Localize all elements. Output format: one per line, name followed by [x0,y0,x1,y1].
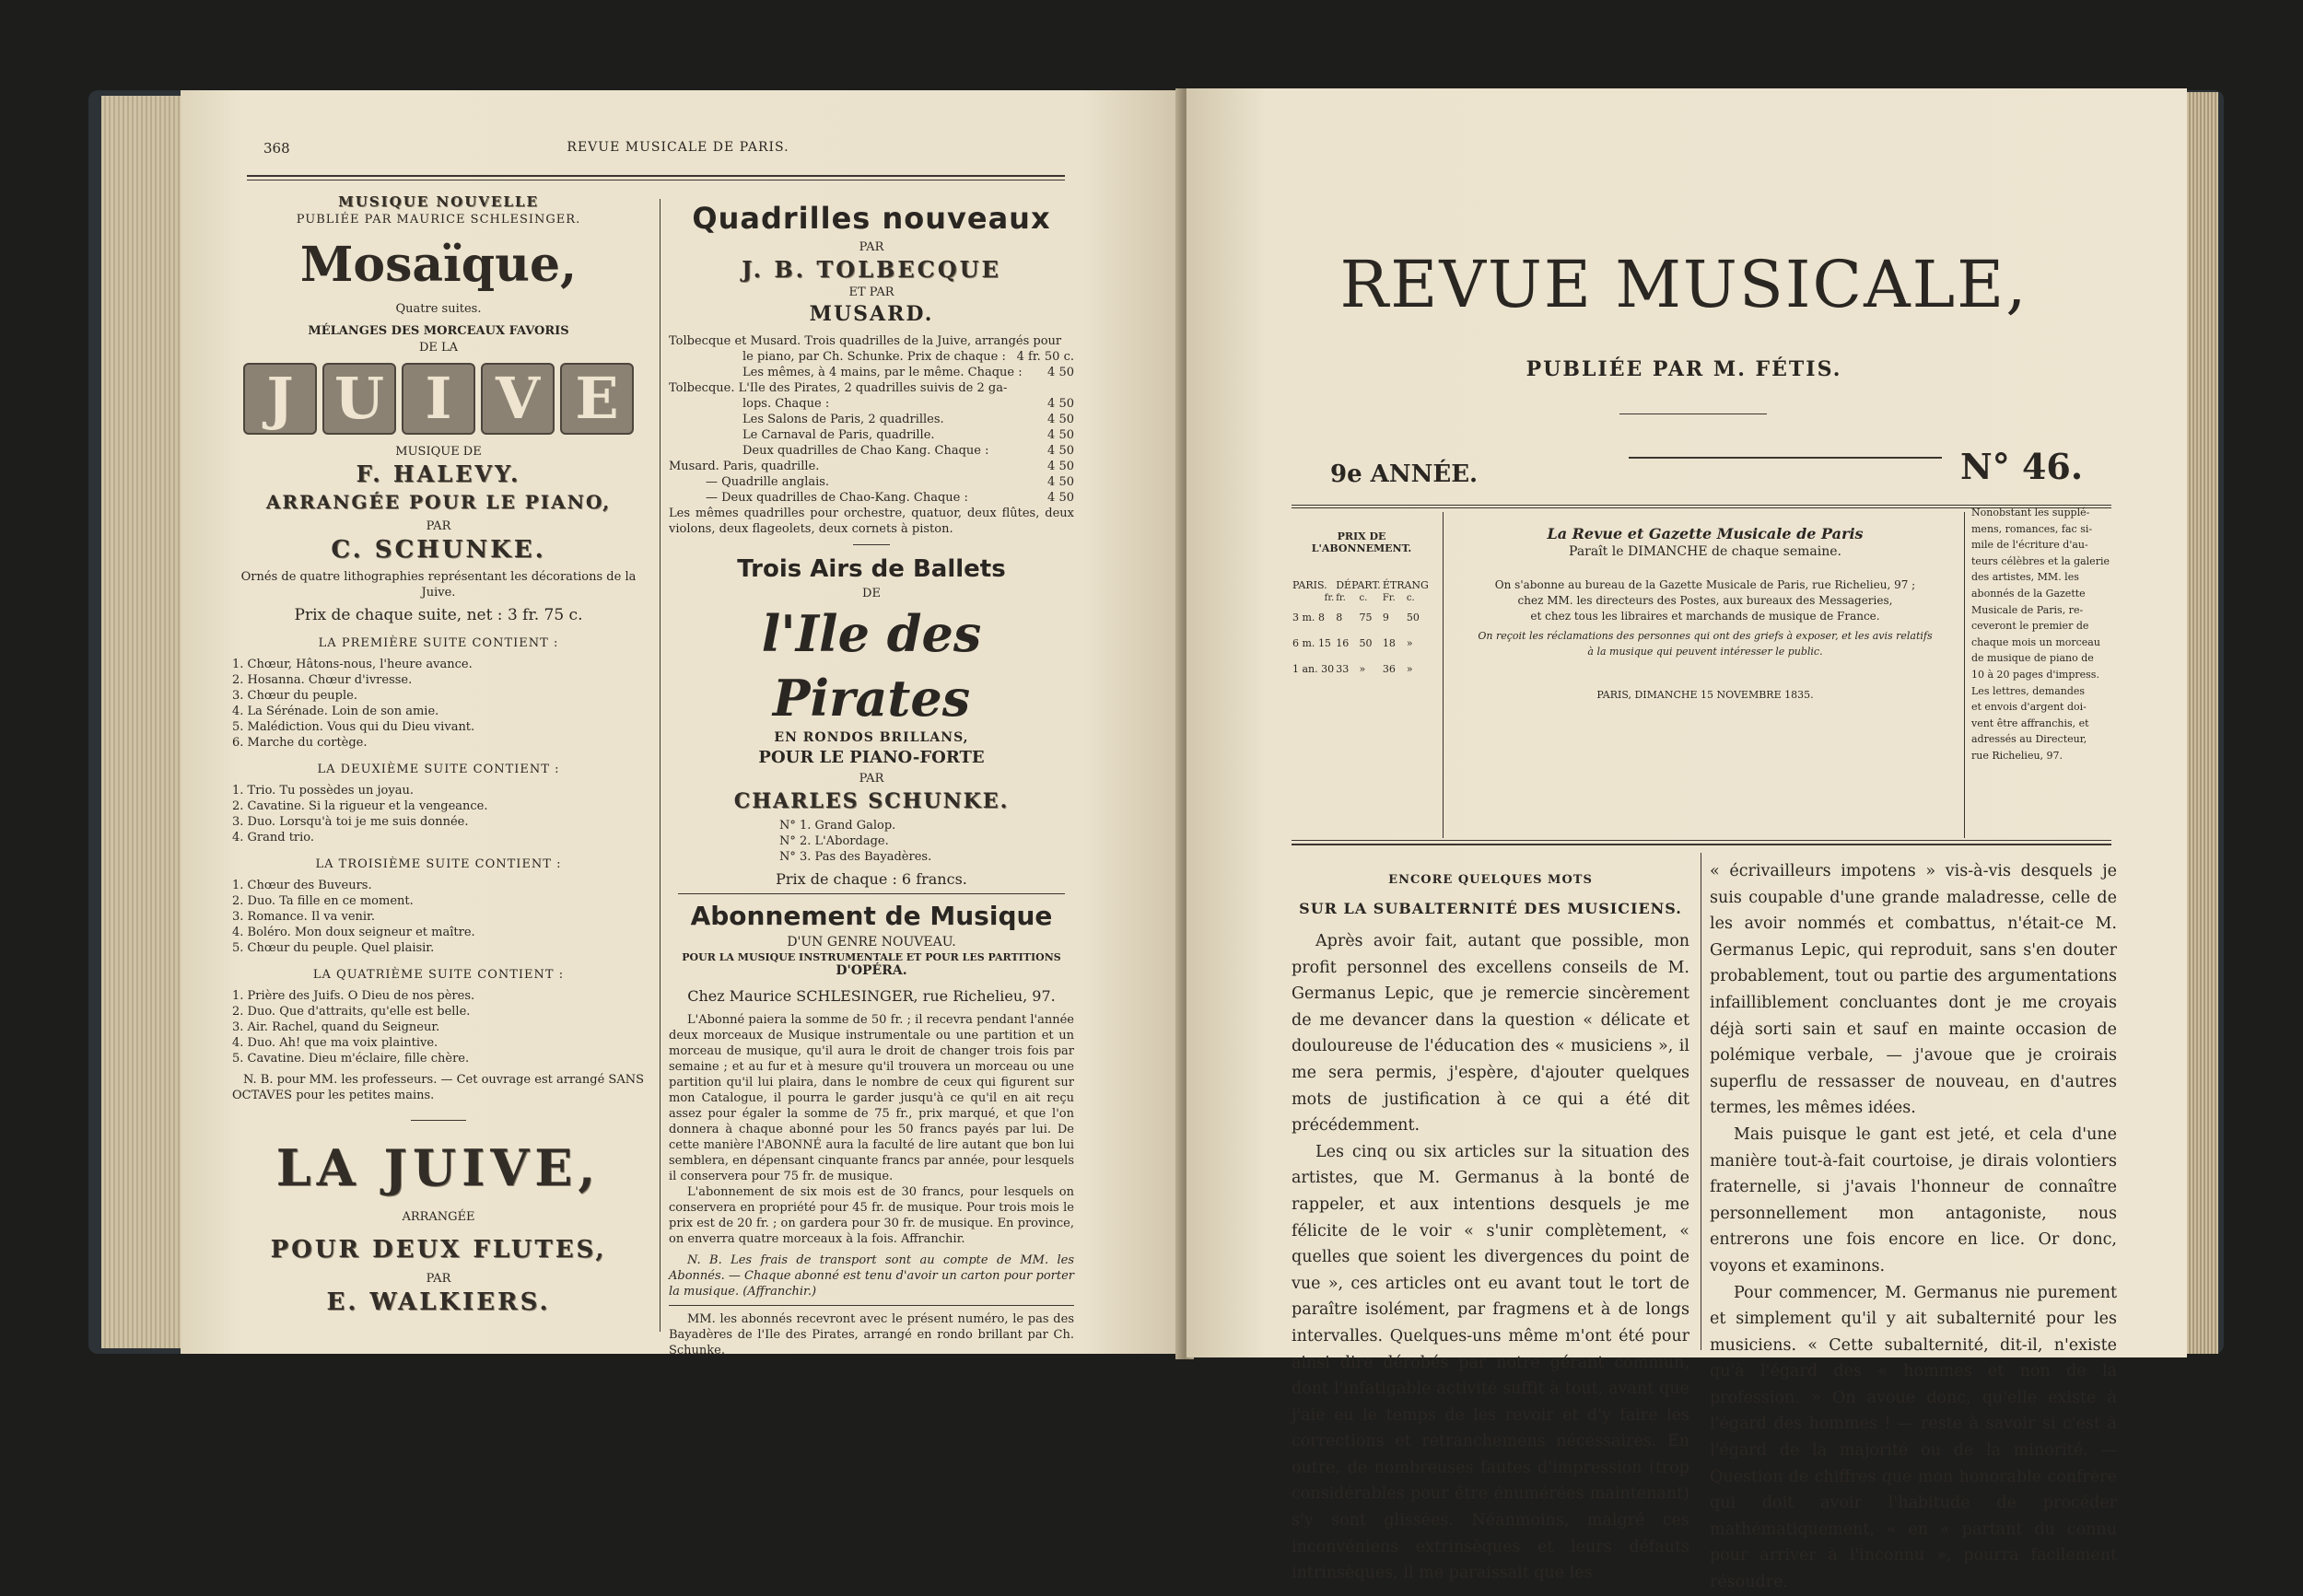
table-cell: 18 [1382,636,1396,649]
list-item: N° 2. L'Abordage. [779,834,889,848]
price-paris: 30 [1321,662,1335,675]
bottom-par: PAR [426,1272,451,1286]
abonnes-footer: MM. les abonnés recevront avec le présent numéro, le pas des Bayadères de l'Ile des Pirates, arrangé en rondo brillant par Ch. Schunke. [669,1312,1074,1357]
quadrille-text: lops. Chaque : [742,397,830,411]
chez-schlesinger: Chez Maurice SCHLESINGER, rue Richelieu, 97. [687,987,1056,1005]
table-cell: 50 [1406,611,1420,623]
list-item: 4. Boléro. Mon doux seigneur et maître. [232,926,475,939]
quadrille-price: 4 50 [1047,444,1074,458]
list-item: 3. Romance. Il va venir. [232,910,375,924]
quadrille-text: Les mêmes, à 4 mains, par le même. Chaque : [742,366,1023,379]
abonne-line1: On s'abonne au bureau de la Gazette Musicale de Paris, rue Richelieu, 97 ; [1494,578,1916,591]
list-item: 4. La Sérénade. Loin de son amie. [232,705,439,718]
quadrille-price: 4 50 [1047,366,1074,379]
abonne-line3: et chez tous les libraires et marchands de musique de France. [1530,610,1880,623]
table-cell [1292,630,1335,656]
article-column-2 [1710,858,2117,1596]
subscription-label: PRIX DE L'ABONNEMENT. [1311,530,1412,554]
list-item: 1. Trio. Tu possèdes un joyau. [232,784,414,798]
unit-cell: c. [1406,593,1415,603]
quadrille-text: Deux quadrilles de Chao Kang. Chaque : [742,444,989,458]
quadrille-list [669,333,1074,537]
subscription-box [1292,530,1432,682]
table-cell: » [1359,662,1366,675]
side-note-line: Nonobstant les supplé- [1971,507,2090,518]
box-bottom-rule [1292,840,2111,841]
juive-illustrated-letters [227,363,650,435]
quadrille-price: 4 fr. 50 c. [1016,350,1074,364]
side-note-line: Les lettres, demandes [1971,684,2086,697]
running-title: REVUE MUSICALE DE PARIS. [567,140,789,155]
article-column-1 [1292,873,1689,1587]
list-item: 5. Malédiction. Vous qui du Dieu vivant. [232,720,475,734]
list-item [669,349,1074,365]
box-divider-1 [1443,512,1444,838]
article-heading-2: SUR LA SUBALTERNITÉ DES MUSICIENS. [1299,900,1682,917]
quadrille-price: 4 50 [1047,460,1074,473]
page-number: 368 [263,140,290,157]
header-rule-thin [247,180,1065,181]
suite3-list [232,878,650,956]
table-cell: 9 [1382,611,1389,623]
side-note-line: rue Richelieu, 97. [1971,749,2063,762]
article-paragraph: Mais puisque le gant est jeté, et cela d'une manière tout-à-fait courtoise, je dirais volontiers fraternelle, si j'avais l'honneur de connaître personnellement mon antagoniste, nous entrerons une fois encore en lice. Or donc, voyons et examinons. [1710,1124,2117,1276]
table-cell: 36 [1382,662,1396,675]
quadrille-note: Les mêmes quadrilles pour orchestre, quatuor, deux flûtes, deux violons, deux flageolets, deux cornets à piston. [669,507,1074,536]
list-item: 2. Duo. Que d'attraits, qu'elle est belle. [232,1005,471,1019]
publisher-line: PUBLIÉE PAR MAURICE SCHLESINGER. [296,213,581,227]
table-cell [1292,656,1335,682]
par-label-2: PAR [859,772,884,786]
list-item: 3. Air. Rachel, quand du Seigneur. [232,1020,440,1034]
composer-halevy: F. HALEVY. [356,460,521,487]
rondos-line: EN RONDOS BRILLANS, [774,730,969,745]
side-note-line: et envois d'argent doi- [1971,701,2087,714]
list-item: 2. Hosanna. Chœur d'ivresse. [232,673,413,687]
unit-cell: c. [1359,593,1368,603]
price-paris: 15 [1317,636,1331,649]
table-cell: 16 [1336,636,1350,649]
list-item [669,427,1074,443]
masthead-rule [1629,457,1942,459]
unit-cell: fr. [1336,593,1346,603]
list-item: N° 1. Grand Galop. [779,819,896,833]
suite-price: Prix de chaque suite, net : 3 fr. 75 c. [294,606,583,624]
box-bottom-rule-2 [1292,844,2111,845]
juive-letter-u: U [322,363,396,435]
quadrille-text: Tolbecque et Musard. Trois quadrilles de la Juive, arrangés pour [669,334,1062,348]
suite3-title: LA TROISIÈME SUITE CONTIENT : [315,857,562,871]
juive-letter-v: V [481,363,555,435]
list-item [669,365,1074,380]
quadrille-text: Musard. Paris, quadrille. [669,460,820,473]
gazette-title: La Revue et Gazette Musicale de Paris [1547,525,1864,542]
list-item: N° 3. Pas des Bayadères. [779,850,932,864]
annee: 9e ANNÉE. [1330,460,1479,488]
separator-rule [678,893,1065,894]
side-note-line: des artistes, MM. les [1971,571,2079,584]
table-cell: 50 [1359,636,1373,649]
list-item: 4. Grand trio. [232,831,315,845]
ile-des-pirates-title: l'Ile des Pirates [761,604,982,728]
nb-professors: N. B. pour MM. les professeurs. — Cet ouvrage est arrangé SANS [243,1073,644,1087]
musique-de: MUSIQUE DE [395,445,482,459]
arranger-schunke: C. SCHUNKE. [331,536,546,564]
list-item: 4. Duo. Ah! que ma voix plaintive. [232,1036,438,1050]
pour-deux-flutes: POUR DEUX FLUTES, [270,1236,607,1264]
bottom-arranged: ARRANGÉE [402,1210,475,1224]
separator-rule [669,1305,1074,1306]
ballets-de: DE [862,587,881,600]
quatre-suites: Quatre suites. [395,302,482,316]
side-note-line: de musique de piano de [1971,652,2094,665]
side-note-line: Musicale de Paris, re- [1971,603,2084,616]
recoit-line1: On reçoit les réclamations des personnes qui ont des griefs à exposer, et les avis relatifs [1478,630,1933,642]
list-item [669,490,1074,506]
genre-nouveau: D'UN GENRE NOUVEAU. [787,935,956,949]
table-cell: 75 [1359,611,1373,623]
period: 6 m. [1292,636,1315,649]
article-heading-1: ENCORE QUELQUES MOTS [1388,873,1593,887]
unit-cell: Fr. [1382,593,1396,603]
quadrille-text: le piano, par Ch. Schunke. Prix de chaque : [742,350,1006,364]
table-cell: » [1406,636,1413,649]
box-divider-2 [1964,512,1965,838]
table-cell [1292,604,1335,630]
list-item: 5. Chœur du peuple. Quel plaisir. [232,941,435,955]
right-page [1187,88,2187,1592]
abonnement-para2: L'abonnement de six mois est de 30 francs, pour lesquels on conservera en propriété pour 45 fr. de musique. Pour trois mois le prix est de 20 fr. ; on gardera pour 30 fr. de musique. En province, on enverra quatre morceaux à la fois. Affranchir. [669,1185,1074,1246]
page-edges-left [101,96,184,1348]
article-paragraph: Pour commencer, M. Germanus nie purement et simplement qu'il y ait subalternité pour les musiciens. « Cette subalternité, dit-il, n'existe qu'à l'égard des « hommes et non de la profession. » On avoue donc, qu'elle existe à l'égard des hommes ! — reste à savoir si c'est à l'égard de la majorité ou de la minorité. — Question de chiffres que mon honorable confrère qui doit avoir l'habitude de procéder mathématiquement, « en « partant du connu pour arriver à l'inconnu », pourra facilement résoudre. [1710,1283,2117,1592]
article-paragraph: Après avoir fait, autant que possible, mon profit personnel des excellens conseils de M. Germanus Lepic, que je remercie sincèrement de me devancer dans la question « délicate et douloureuse de l'éducation des « musiciens », il me sera permis, j'espère, d'ajouter quelques mots de justification à ce qui a été dit précédemment. [1292,932,1689,1136]
side-note-line: adressés au Directeur, [1971,733,2087,746]
suite4-list [232,988,650,1066]
melanges-line: MÉLANGES DES MORCEAUX FAVORIS [308,324,569,338]
side-note-line: chaque mois un morceau [1971,635,2100,648]
article-paragraph: « écrivailleurs impotens » vis-à-vis desquels je suis coupable d'une grande maladresse, celle de les avoir nommés et combattus, n'était-ce M. Germanus Lepic, qui reproduit, sans s'en douter probablement, tout ou partie des argumentations infailliblement concluantes dont je me croyais déjà sorti sain et sauf en mainte occasion de polémique verbale, — j'avoue que je croirais superflu de ressasser de nouveau, en d'autres termes, les mêmes idées. [1710,862,2117,1118]
list-item: 1. Prière des Juifs. O Dieu de nos pères. [232,989,475,1003]
numero: N° 46. [1960,446,2084,487]
de-la: DE LA [418,341,459,355]
publiee-par-fetis: PUBLIÉE PAR M. FÉTIS. [1526,357,1842,381]
period: 3 m. [1292,611,1315,623]
juive-letter-e: E [560,363,634,435]
quadrille-price: 4 50 [1047,428,1074,442]
quadrille-text: — Quadrille anglais. [706,475,830,489]
juive-letter-i: I [402,363,475,435]
pour-le-piano: POUR LE PIANO-FORTE [758,748,985,767]
la-juive-title: LA JUIVE, [275,1138,602,1197]
gazette-info [1454,525,1957,701]
ornaments-note: Ornés de quatre lithographies représentant les décorations de la Juive. [240,570,637,600]
list-item: 2. Cavatine. Si la rigueur et la vengeance. [232,799,488,813]
issue-date: PARIS, DIMANCHE 15 NOVEMBRE 1835. [1596,689,1814,701]
quadrille-price: 4 50 [1047,491,1074,505]
table-cell: » [1406,662,1413,675]
side-note-line: vent être affranchis, et [1971,716,2089,729]
side-note-line: teurs célèbres et la galerie [1971,554,2110,567]
list-item [669,380,1074,396]
pour-la-musique: POUR LA MUSIQUE INSTRUMENTALE ET POUR LES PARTITIONS [682,951,1061,963]
list-item: 1. Chœur, Hâtons-nous, l'heure avance. [232,658,473,671]
composer-tolbecque: J. B. TOLBECQUE [742,256,1001,283]
abonne-line2: chez MM. les directeurs des Postes, aux bureaux des Messageries, [1517,594,1893,607]
column-divider [660,199,661,1332]
ballets-list [779,818,1074,865]
list-item: 3. Chœur du peuple. [232,689,357,703]
subscription-table [1292,578,1430,682]
side-note-line: 10 à 20 pages d'impress. [1971,668,2099,681]
quadrille-price: 4 50 [1047,475,1074,489]
table-cell: 8 [1336,611,1343,623]
quadrille-text: Le Carnaval de Paris, quadrille. [742,428,935,442]
list-item [669,396,1074,412]
left-column-2 [669,199,1074,1358]
quadrille-text: — Deux quadrilles de Chao-Kang. Chaque : [706,491,968,505]
list-item [669,474,1074,490]
list-item [669,459,1074,474]
side-note [1971,505,2110,764]
suite4-title: LA QUATRIÈME SUITE CONTIENT : [312,968,565,982]
side-note-line: abonnés de la Gazette [1971,587,2086,600]
abonnement-para1: L'Abonné paiera la somme de 50 fr. ; il recevra pendant l'année deux morceaux de Musique instrumentale ou une partition et un morceau de musique, qu'il aura le droit de changer trois fois par semaine ; et au fur et à mesure qu'il trouvera un morceau ou une partition qu'il lui plaira, dans le nombre de ceux qui figurent sur mon Catalogue, il pourra le garder jusqu'à ce qu'il en ait reçu assez pour égaler la somme de 75 fr., prix marqué, et que l'on donnera à chaque abonné pour les 50 francs payés par lui. De cette manière l'ABONNÉ aura la faculté de lire autant que bon lui semblera, en dépensant cinquante francs par année, pour lesquels il conservera pour 75 fr. de musique. [669,1013,1074,1183]
mosaique-title: Mosaïque, [299,237,578,293]
table-header: DÉPART. [1336,579,1381,591]
list-item: 1. Chœur des Buveurs. [232,879,372,892]
juive-letter-j: J [243,363,317,435]
par-label: PAR [426,519,451,533]
suite2-list [232,783,650,845]
composer-musard: MUSARD. [809,302,934,326]
arranged-for-piano: ARRANGÉE POUR LE PIANO, [265,491,612,513]
side-note-line: mile de l'écriture d'au- [1971,539,2088,552]
quadrille-text: Tolbecque. L'Ile des Pirates, 2 quadrilles suivis de 2 ga- [669,381,1008,395]
list-item [669,443,1074,459]
table-header: ÉTRANG [1382,579,1429,591]
arranger-walkiers: E. WALKIERS. [326,1288,551,1316]
recoit-line2: à la musique qui peuvent intéresser le public. [1587,646,1823,658]
list-item: 3. Duo. Lorsqu'à toi je me suis donnée. [232,815,469,829]
left-page [181,90,1183,1357]
quadrille-text: Les Salons de Paris, 2 quadrilles. [742,413,944,426]
list-item: 5. Cavatine. Dieu m'éclaire, fille chère. [232,1052,470,1066]
quadrille-price: 4 50 [1047,413,1074,426]
page-edges-right [2183,92,2218,1354]
nb-professors-2: OCTAVES pour les petites mains. [232,1089,435,1102]
list-item [669,412,1074,427]
suite2-title: LA DEUXIÈME SUITE CONTIENT : [317,763,560,776]
quadrilles-par: PAR [859,240,884,254]
composer-charles-schunke: CHARLES SCHUNKE. [733,789,1010,813]
masthead-title: REVUE MUSICALE, [1339,247,2028,322]
article-paragraph: Les cinq ou six articles sur la situation des artistes, que M. Germanus à la bonté de rappeler, et aux intentions desquels je me félicite de le voir « s'unir complètement, « quelles que soient les divergences du point de vue », ces articles ont eu avant tout le tort de paraître isolément, par fragmens et à de longs intervalles. Quelques-uns même m'ont été pour ainsi dire dérobés par notre gérant commun, dont l'infatigable activité suffit à tout, avant que j'aie eu le temps de les revoir et d'y faire les corrections et retranchemens nécessaires. En outre, de nombreuses fautes d'impression (trop considérables pour être énumérées maintenant) s'y sont glissées. Néanmoins, malgré ces inconvéniens extrinsèques et leurs défauts intrinsèques, il me paraissait que les [1292,1142,1689,1583]
price-paris: 8 [1317,611,1325,623]
header-rule [247,175,1065,177]
musique-nouvelle-heading: MUSIQUE NOUVELLE [338,193,539,210]
side-note-line: mens, romances, fac si- [1971,522,2093,535]
suite1-list [232,657,650,751]
quadrilles-title: Quadrilles nouveaux [692,201,1051,236]
suite1-title: LA PREMIÈRE SUITE CONTIENT : [318,636,559,650]
parait-dimanche: Paraît le DIMANCHE de chaque semaine. [1569,544,1841,559]
list-item [669,333,1074,349]
table-cell: 33 [1336,662,1350,675]
list-item: 6. Marche du cortège. [232,736,368,750]
quadrille-price: 4 50 [1047,397,1074,411]
list-item: 2. Duo. Ta fille en ce moment. [232,894,414,908]
table-header: PARIS. [1292,579,1327,591]
side-note-line: ceveront le premier de [1971,620,2089,633]
ballets-title: Trois Airs de Ballets [737,555,1006,583]
separator-rule [853,544,890,545]
left-column-1 [227,193,650,1318]
separator-rule [411,1120,466,1121]
abonnement-nb: N. B. Les frais de transport sont au compte de MM. les Abonnés. — Chaque abonné est tenu d'avoir un carton pour porter la musique. (Affranchir.) [669,1253,1074,1299]
et-par: ET PAR [848,285,894,299]
ballets-price: Prix de chaque : 6 francs. [776,870,967,888]
unit-cell: fr. [1324,593,1335,603]
abonnement-title: Abonnement de Musique [690,901,1053,931]
period: 1 an. [1292,662,1318,675]
opera-line: D'OPÉRA. [836,963,907,978]
